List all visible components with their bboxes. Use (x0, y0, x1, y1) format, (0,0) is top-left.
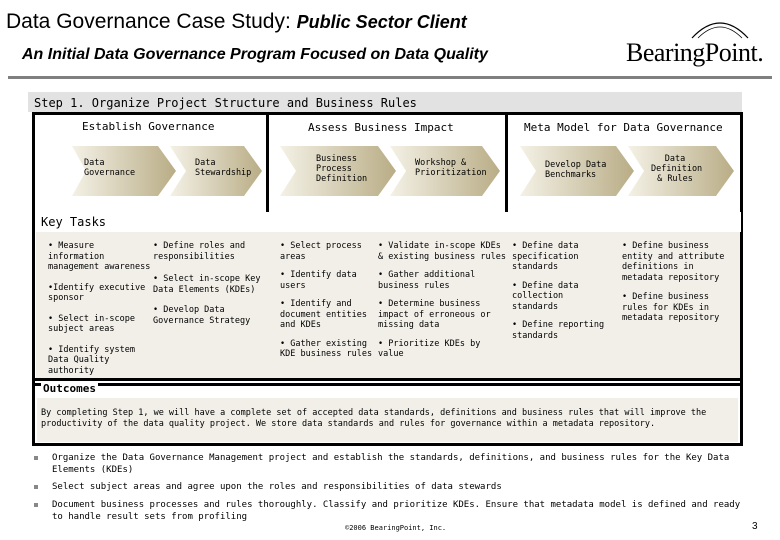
task-item: • Develop Data Governance Strategy (153, 305, 251, 326)
outcomes-label: Outcomes (43, 382, 96, 395)
chevron-label: Develop Data Benchmarks (545, 160, 607, 180)
chevron-label: Workshop & Prioritization (415, 158, 487, 178)
key-tasks-band (36, 212, 741, 232)
task-item: • Define data specification standards (512, 241, 579, 272)
task-item: •Identify executive sponsor (48, 282, 146, 303)
task-item: • Prioritize KDEs by value (378, 338, 481, 359)
title-sub: Public Sector Client (296, 12, 467, 32)
task-item: • Measure information management awareness (48, 241, 151, 272)
task-column-1 (48, 241, 154, 387)
bullet-icon (34, 503, 38, 507)
task-item: • Validate in-scope KDEs & existing business rules (378, 241, 506, 262)
phase-heading-establish: Establish Governance (82, 120, 215, 133)
task-item: • Select in-scope subject areas (48, 313, 135, 334)
task-item: • Define reporting standards (512, 320, 605, 341)
bullet-icon (34, 456, 38, 460)
page-title (6, 10, 467, 34)
phase-divider (505, 112, 508, 216)
task-column-4 (378, 241, 506, 371)
title-divider (8, 76, 772, 79)
outcomes-text: By completing Step 1, we will have a complete set of accepted data standards, definitions and business rules that will improve the productivity of the data quality project. We store data standards and rules for governance within a metadata repository. (41, 408, 707, 429)
task-item: • Define business entity and attribute definitions in metadata repository (622, 241, 725, 283)
chevron-label: Data Definition & Rules (651, 154, 703, 184)
task-item: • Identify system Data Quality authority (48, 344, 135, 376)
title-main: Data Governance Case Study: (6, 10, 291, 33)
copyright-footer: ©2006 BearingPoint, Inc. (345, 524, 447, 532)
task-item: • Identify and document entities and KDEs (280, 299, 367, 330)
step-title: Step 1. Organize Project Structure and Business Rules (34, 96, 417, 110)
task-item: • Define business rules for KDEs in metadata repository (622, 292, 720, 323)
task-column-3 (280, 241, 376, 371)
task-item: • Gather existing KDE business rules (280, 338, 373, 359)
chevron-label: Data Stewardship (195, 158, 252, 178)
task-column-5 (512, 241, 610, 352)
page-number: 3 (752, 521, 758, 532)
bearingpoint-logo: BearingPoint. (626, 38, 764, 67)
bullet-icon (34, 485, 38, 489)
task-item: • Identify data users (280, 270, 357, 291)
chevron-label: Data Governance (84, 158, 136, 178)
task-item: • Define data collection standards (512, 280, 579, 312)
task-item: • Select process areas (280, 241, 362, 262)
logo-arc-icon (690, 14, 750, 40)
phase-heading-metamodel: Meta Model for Data Governance (524, 121, 723, 134)
task-item: • Gather additional business rules (378, 270, 476, 291)
chevron-label: Business Process Definition (316, 154, 368, 184)
key-tasks-label: Key Tasks (41, 215, 107, 229)
task-item: • Select in-scope Key Data Elements (KDEs) (153, 274, 261, 295)
task-item: • Define roles and responsibilities (153, 241, 246, 262)
task-column-2 (153, 241, 263, 337)
page-subtitle: An Initial Data Governance Program Focused on Data Quality (22, 46, 488, 63)
task-item: • Determine business impact of erroneous or missing data (378, 299, 491, 330)
phase-divider (266, 112, 269, 216)
task-column-6 (622, 241, 738, 335)
phase-heading-assess: Assess Business Impact (308, 121, 454, 134)
